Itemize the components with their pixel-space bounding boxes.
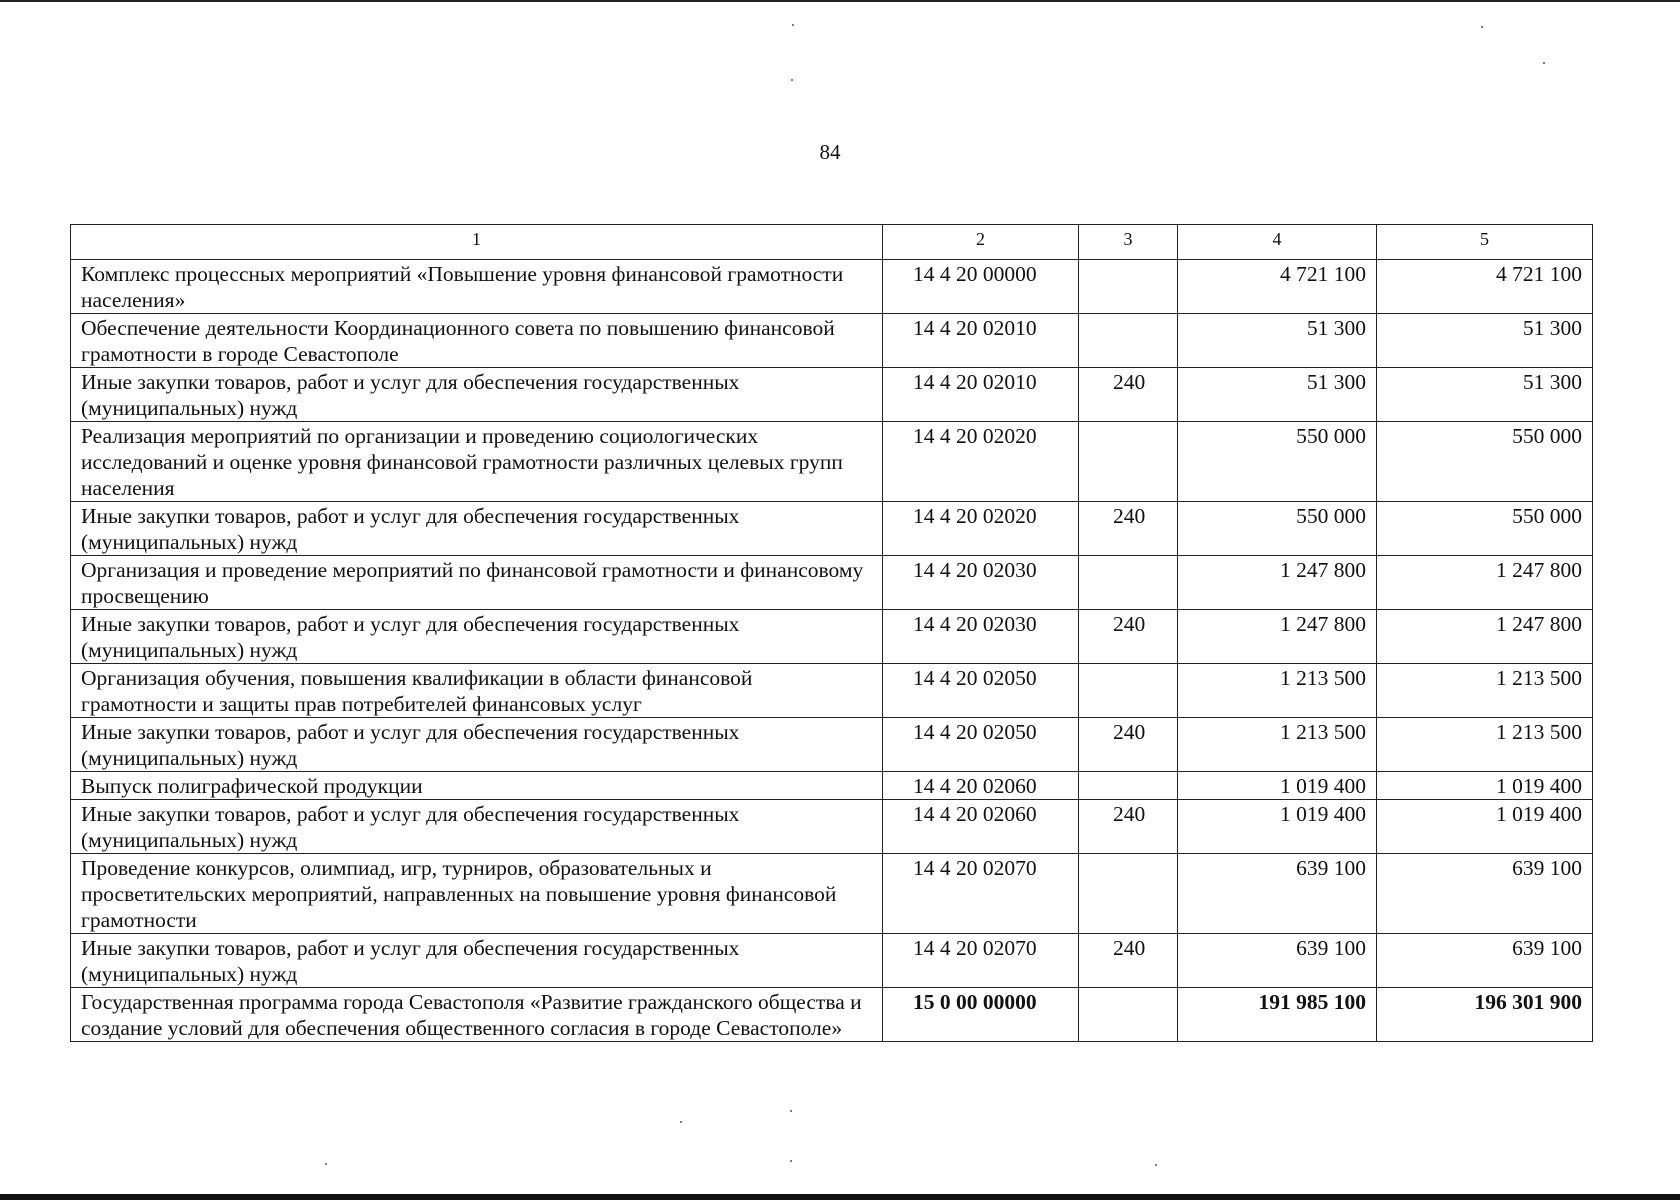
row-name-cell: Обеспечение деятельности Координационного совета по повышению финансовой грамотности в городе Севастополе: [71, 314, 883, 368]
scan-speck: [325, 1163, 327, 1165]
row-amount-year1-cell: 1 213 500: [1178, 718, 1377, 772]
row-type-cell: [1079, 664, 1178, 718]
row-name-cell: Организация и проведение мероприятий по финансовой грамотности и финансовому просвещению: [71, 556, 883, 610]
table-body: [71, 260, 1593, 1042]
row-amount-year2-cell: 51 300: [1377, 368, 1593, 422]
row-amount-year2-cell: 1 247 800: [1377, 610, 1593, 664]
row-amount-year2-cell: 1 019 400: [1377, 800, 1593, 854]
row-code-cell: 14 4 20 00000: [883, 260, 1079, 314]
row-code-cell: 14 4 20 02030: [883, 610, 1079, 664]
row-name-cell: Иные закупки товаров, работ и услуг для обеспечения государственных (муниципальных) нужд: [71, 502, 883, 556]
row-type-cell: [1079, 422, 1178, 502]
page-number: 84: [819, 140, 841, 164]
row-amount-year2-cell: 4 721 100: [1377, 260, 1593, 314]
row-type-cell: 240: [1079, 502, 1178, 556]
scan-speck: [791, 79, 793, 81]
row-type-cell: 240: [1079, 368, 1178, 422]
table-row: [71, 664, 1593, 718]
row-amount-year2-cell: 1 213 500: [1377, 718, 1593, 772]
row-type-cell: 240: [1079, 610, 1178, 664]
row-code-cell: 14 4 20 02070: [883, 934, 1079, 988]
row-name-cell: Реализация мероприятий по организации и проведению социологических исследований и оценке уровня финансовой грамотности различных целевых групп населения: [71, 422, 883, 502]
table-row: [71, 800, 1593, 854]
row-name-cell: Иные закупки товаров, работ и услуг для обеспечения государственных (муниципальных) нужд: [71, 934, 883, 988]
row-name-cell: Проведение конкурсов, олимпиад, игр, турниров, образовательных и просветительских мероприятий, направленных на повышение уровня финансовой грамотности: [71, 854, 883, 934]
row-type-cell: 240: [1079, 800, 1178, 854]
row-amount-year1-cell: 191 985 100: [1178, 988, 1377, 1042]
table-row: [71, 502, 1593, 556]
scan-edge-bottom: [0, 1194, 1680, 1200]
scan-speck: [790, 1110, 792, 1112]
row-amount-year1-cell: 550 000: [1178, 502, 1377, 556]
row-type-cell: 240: [1079, 718, 1178, 772]
row-amount-year1-cell: 550 000: [1178, 422, 1377, 502]
table-row: [71, 260, 1593, 314]
row-name-cell: Иные закупки товаров, работ и услуг для обеспечения государственных (муниципальных) нужд: [71, 800, 883, 854]
column-header: 3: [1079, 225, 1178, 260]
row-code-cell: 14 4 20 02020: [883, 502, 1079, 556]
table-row: [71, 368, 1593, 422]
row-amount-year2-cell: 51 300: [1377, 314, 1593, 368]
scan-speck: [680, 1121, 682, 1123]
row-amount-year1-cell: 4 721 100: [1178, 260, 1377, 314]
row-amount-year1-cell: 639 100: [1178, 854, 1377, 934]
row-code-cell: 14 4 20 02010: [883, 314, 1079, 368]
column-header: 2: [883, 225, 1079, 260]
scan-speck: [1481, 26, 1483, 28]
row-type-cell: [1079, 556, 1178, 610]
scan-speck: [1543, 62, 1545, 64]
table-row: [71, 988, 1593, 1042]
row-amount-year1-cell: 639 100: [1178, 934, 1377, 988]
row-amount-year2-cell: 639 100: [1377, 854, 1593, 934]
row-code-cell: 15 0 00 00000: [883, 988, 1079, 1042]
table-row: [71, 772, 1593, 800]
column-header: 1: [71, 225, 883, 260]
table-row: [71, 934, 1593, 988]
table-row: [71, 422, 1593, 502]
column-header: 5: [1377, 225, 1593, 260]
table-row: [71, 556, 1593, 610]
budget-table: [70, 224, 1593, 1042]
row-code-cell: 14 4 20 02030: [883, 556, 1079, 610]
row-code-cell: 14 4 20 02070: [883, 854, 1079, 934]
table-header-row: [71, 225, 1593, 260]
row-amount-year2-cell: 196 301 900: [1377, 988, 1593, 1042]
scan-speck: [790, 1160, 792, 1162]
row-code-cell: 14 4 20 02020: [883, 422, 1079, 502]
table-row: [71, 718, 1593, 772]
row-code-cell: 14 4 20 02050: [883, 664, 1079, 718]
scan-speck: [792, 24, 794, 26]
table-row: [71, 610, 1593, 664]
table-row: [71, 854, 1593, 934]
row-type-cell: [1079, 772, 1178, 800]
row-amount-year1-cell: 1 247 800: [1178, 556, 1377, 610]
row-name-cell: Иные закупки товаров, работ и услуг для обеспечения государственных (муниципальных) нужд: [71, 718, 883, 772]
row-name-cell: Иные закупки товаров, работ и услуг для обеспечения государственных (муниципальных) нужд: [71, 610, 883, 664]
row-amount-year1-cell: 1 019 400: [1178, 772, 1377, 800]
row-code-cell: 14 4 20 02060: [883, 800, 1079, 854]
row-code-cell: 14 4 20 02050: [883, 718, 1079, 772]
row-amount-year1-cell: 1 019 400: [1178, 800, 1377, 854]
row-amount-year2-cell: 1 019 400: [1377, 772, 1593, 800]
row-name-cell: Выпуск полиграфической продукции: [71, 772, 883, 800]
table-row: [71, 314, 1593, 368]
row-amount-year1-cell: 51 300: [1178, 368, 1377, 422]
scan-edge-top: [0, 0, 1680, 2]
row-amount-year2-cell: 550 000: [1377, 422, 1593, 502]
row-amount-year1-cell: 1 247 800: [1178, 610, 1377, 664]
row-type-cell: [1079, 314, 1178, 368]
row-amount-year1-cell: 1 213 500: [1178, 664, 1377, 718]
row-amount-year2-cell: 550 000: [1377, 502, 1593, 556]
row-type-cell: 240: [1079, 934, 1178, 988]
row-type-cell: [1079, 854, 1178, 934]
row-name-cell: Иные закупки товаров, работ и услуг для обеспечения государственных (муниципальных) нужд: [71, 368, 883, 422]
row-type-cell: [1079, 988, 1178, 1042]
row-type-cell: [1079, 260, 1178, 314]
row-code-cell: 14 4 20 02060: [883, 772, 1079, 800]
column-header: 4: [1178, 225, 1377, 260]
row-name-cell: Комплекс процессных мероприятий «Повышение уровня финансовой грамотности населения»: [71, 260, 883, 314]
row-code-cell: 14 4 20 02010: [883, 368, 1079, 422]
scan-speck: [1155, 1164, 1157, 1166]
row-name-cell: Государственная программа города Севастополя «Развитие гражданского общества и создание условий для обеспечения общественного согласия в городе Севастополе»: [71, 988, 883, 1042]
row-amount-year2-cell: 639 100: [1377, 934, 1593, 988]
row-amount-year2-cell: 1 247 800: [1377, 556, 1593, 610]
row-amount-year2-cell: 1 213 500: [1377, 664, 1593, 718]
row-amount-year1-cell: 51 300: [1178, 314, 1377, 368]
row-name-cell: Организация обучения, повышения квалификации в области финансовой грамотности и защиты прав потребителей финансовых услуг: [71, 664, 883, 718]
